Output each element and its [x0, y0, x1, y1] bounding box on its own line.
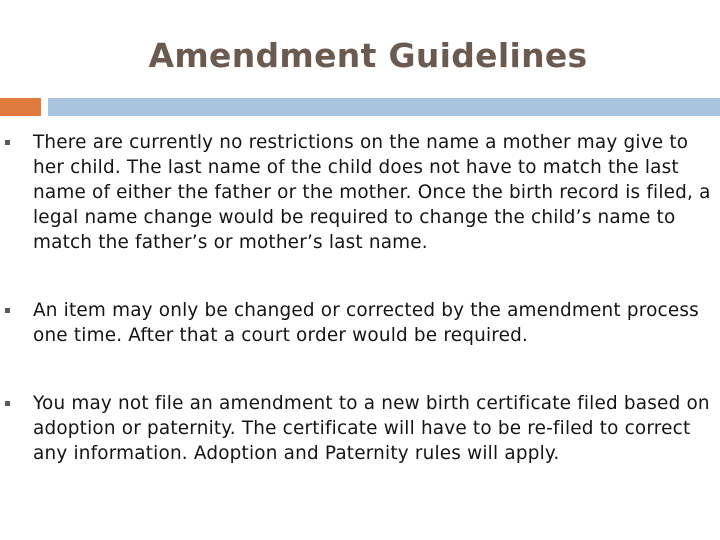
bullet-square-icon [5, 308, 10, 313]
accent-bar-orange [0, 98, 41, 116]
bullet-item [0, 391, 720, 466]
bullet-square-icon [5, 140, 10, 145]
bullet-square-icon [5, 401, 10, 406]
bullet-text: There are currently no restrictions on the name a mother may give to her child. The last name of the child does not have to match the last name of either the father or the mother. Once the birth record is filed, a legal name change would be required to change the child’s name to match the father’s or mother’s last name. [33, 132, 711, 253]
bullet-item [0, 130, 720, 255]
bullet-item [0, 298, 720, 348]
slide-title: Amendment Guidelines [148, 36, 588, 75]
accent-bar-blue [48, 98, 720, 116]
bullet-text: An item may only be changed or corrected by the amendment process one time. After that a court order would be required. [33, 300, 699, 346]
bullet-text: You may not file an amendment to a new birth certificate filed based on adoption or paternity. The certificate will have to be re-filed to correct any information. Adoption and Paternity rules will apply. [33, 393, 710, 464]
bullet-list [0, 130, 720, 466]
